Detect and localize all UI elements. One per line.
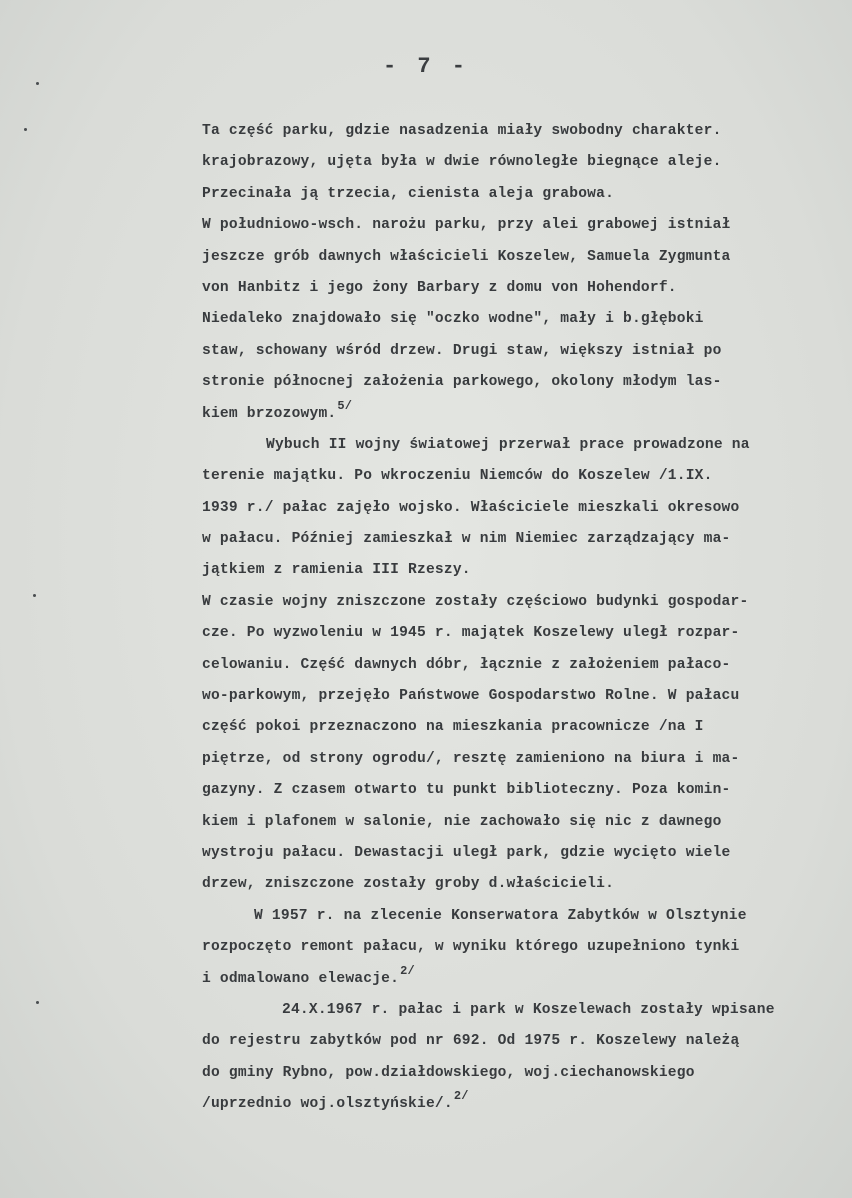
text-line-2: krajobrazowy, ujęta była w dwie równoległe biegnące aleje. bbox=[202, 154, 722, 171]
text-line-26: W 1957 r. na zlecenie Konserwatora Zabytków w Olsztynie bbox=[254, 907, 747, 924]
text-line-7: Niedaleko znajdowało się "oczko wodne", mały i b.głęboki bbox=[202, 311, 704, 328]
text-line-3: Przecinała ją trzecia, cienista aleja grabowa. bbox=[202, 185, 615, 202]
text-line-25: drzew, zniszczone zostały groby d.właścicieli. bbox=[202, 876, 615, 893]
text-line-17: cze. Po wyzwoleniu w 1945 r. majątek Koszelewy uległ rozpar- bbox=[202, 625, 740, 642]
page-number: - 7 - bbox=[382, 54, 469, 79]
text-line-24: wystroju pałacu. Dewastacji uległ park, gdzie wycięto wiele bbox=[202, 844, 731, 861]
text-line-10: kiem brzozowym.$^{5/}$ bbox=[202, 398, 353, 422]
text-line-5: jeszcze grób dawnych właścicieli Koszelew, Samuela Zygmunta bbox=[202, 248, 731, 265]
body-text bbox=[202, 116, 842, 1121]
margin-dot-1 bbox=[36, 82, 39, 85]
text-line-6: von Hanbitz i jego żony Barbary z domu von Hohendorf. bbox=[202, 279, 677, 296]
text-line-32: /uprzednio woj.olsztyńskie/.$^{2/}$ bbox=[202, 1089, 469, 1113]
text-line-19: wo-parkowym, przejęło Państwowe Gospodarstwo Rolne. W pałacu bbox=[202, 688, 740, 705]
text-line-12: terenie majątku. Po wkroczeniu Niemców do Koszelew /1.IX. bbox=[202, 468, 713, 485]
text-line-21: piętrze, od strony ogrodu/, resztę zamieniono na biura i ma- bbox=[202, 750, 740, 767]
text-line-30: do rejestru zabytków pod nr 692. Od 1975 r. Koszelewy należą bbox=[202, 1033, 740, 1050]
margin-dot-3 bbox=[33, 594, 36, 597]
text-line-9: stronie północnej założenia parkowego, okolony młodym las- bbox=[202, 374, 722, 391]
text-line-15: jątkiem z ramienia III Rzeszy. bbox=[202, 562, 471, 579]
text-line-18: celowaniu. Część dawnych dóbr, łącznie z założeniem pałaco- bbox=[202, 656, 731, 673]
text-line-4: W południowo-wsch. narożu parku, przy alei grabowej istniał bbox=[202, 217, 731, 234]
text-line-28: i odmalowano elewacje.$^{2/}$ bbox=[202, 963, 415, 987]
margin-dot-4 bbox=[36, 1001, 39, 1004]
text-line-31: do gminy Rybno, pow.działdowskiego, woj.ciechanowskiego bbox=[202, 1064, 695, 1081]
text-line-16: W czasie wojny zniszczone zostały częściowo budynki gospodar- bbox=[202, 593, 749, 610]
text-line-20: część pokoi przeznaczono na mieszkania pracownicze /na I bbox=[202, 719, 704, 736]
text-line-27: rozpoczęto remont pałacu, w wyniku którego uzupełniono tynki bbox=[202, 939, 740, 956]
text-line-29: 24.X.1967 r. pałac i park w Koszelewach zostały wpisane bbox=[282, 1001, 775, 1018]
footnote-ref: 2/ bbox=[453, 1089, 469, 1104]
text-line-13: 1939 r./ pałac zajęło wojsko. Właściciele mieszkali okresowo bbox=[202, 499, 740, 516]
margin-dot-2 bbox=[24, 128, 27, 131]
text-line-1: Ta część parku, gdzie nasadzenia miały swobodny charakter. bbox=[202, 123, 722, 139]
text-line-14: w pałacu. Później zamieszkał w nim Niemiec zarządzający ma- bbox=[202, 531, 731, 548]
text-line-23: kiem i plafonem w salonie, nie zachowało się nic z dawnego bbox=[202, 813, 722, 830]
text-line-22: gazyny. Z czasem otwarto tu punkt biblioteczny. Poza komin- bbox=[202, 782, 731, 799]
footnote-ref: 5/ bbox=[337, 398, 353, 413]
footnote-ref: 2/ bbox=[400, 963, 415, 978]
text-line-11: Wybuch II wojny światowej przerwał prace prowadzone na bbox=[266, 436, 750, 453]
text-line-8: staw, schowany wśród drzew. Drugi staw, większy istniał po bbox=[202, 342, 722, 359]
